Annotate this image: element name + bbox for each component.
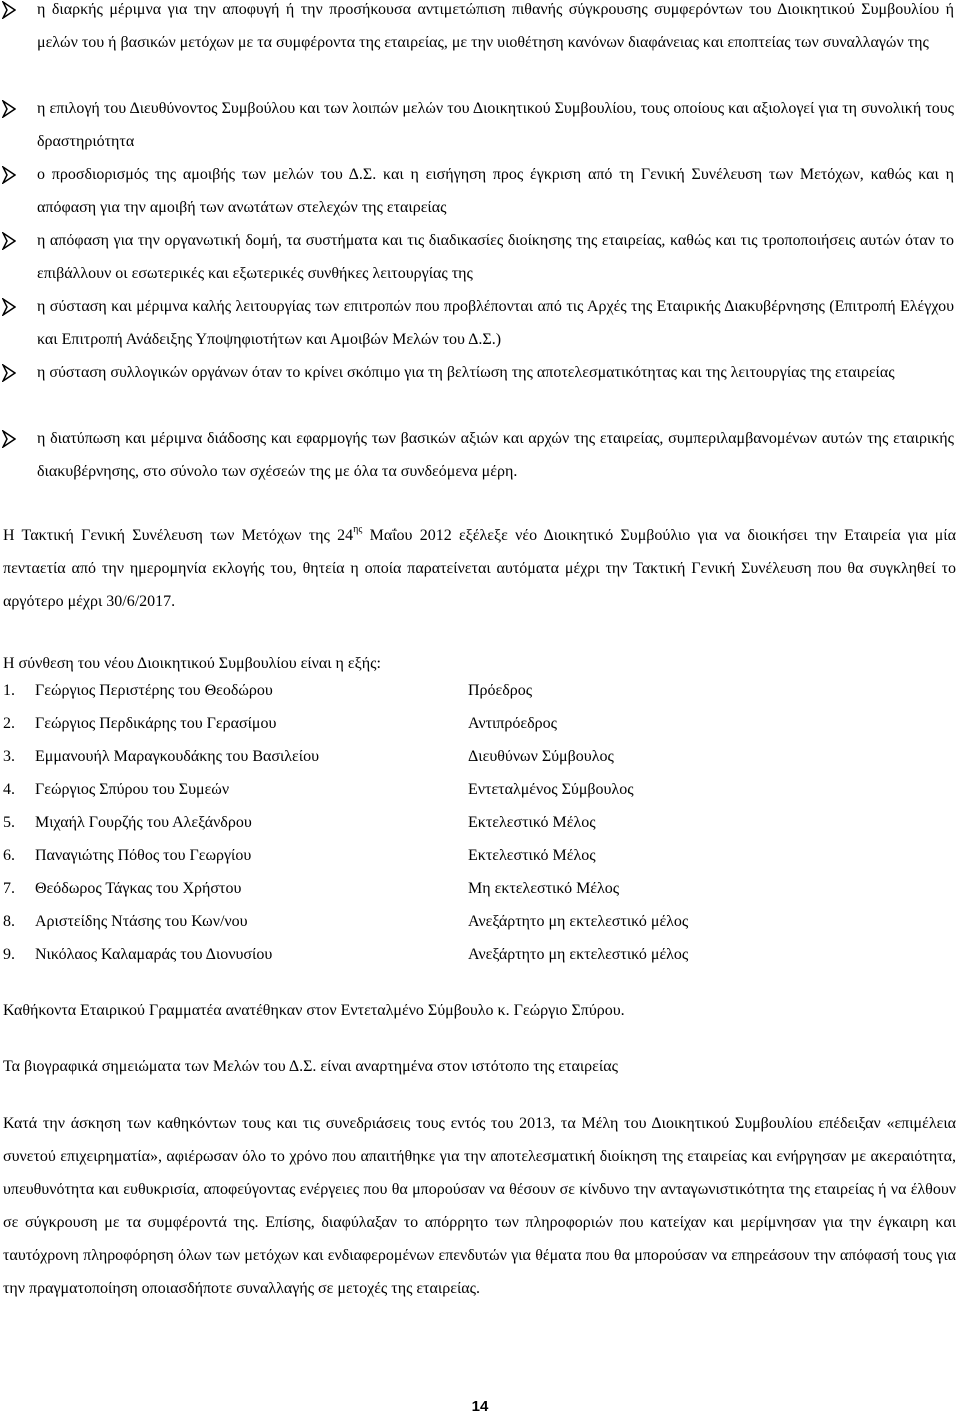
- member-number: 9.: [3, 946, 15, 963]
- board-member-row: [3, 746, 703, 779]
- member-role: Αντιπρόεδρος: [468, 715, 557, 732]
- member-number: 1.: [3, 682, 15, 699]
- member-role: Εντεταλμένος Σύμβουλος: [468, 781, 634, 798]
- member-name: Εμμανουήλ Μαραγκουδάκης του Βασιλείου: [35, 748, 319, 765]
- board-member-row: [3, 812, 703, 845]
- arrow-bullet-icon: [2, 100, 16, 118]
- bios-paragraph: Τα βιογραφικά σημειώματα των Μελών του Δ.Σ. είναι αναρτημένα στον ιστότοπο της εταιρείας: [3, 1058, 618, 1075]
- bullet-text: ο προσδιορισμός της αμοιβής των μελών του Δ.Σ. και η εισήγηση προς έγκριση από τη Γενική Συνέλευση των Μετόχων, καθώς και η απόφαση για την αμοιβή των ανωτάτων στελεχών της εταιρείας: [37, 166, 954, 216]
- member-role: Εκτελεστικό Μέλος: [468, 814, 596, 831]
- secretary-paragraph: Καθήκοντα Εταιρικού Γραμματέα ανατέθηκαν στον Εντεταλμένο Σύμβουλο κ. Γεώργιο Σπύρου.: [3, 1002, 625, 1019]
- bullet-text: η σύσταση και μέριμνα καλής λειτουργίας των επιτροπών που προβλέπονται από τις Αρχές της Εταιρικής Διακυβέρνησης (Επιτροπή Ελέγχου και Επιτροπή Ανάδειξης Υποψηφιοτήτων και Αμοιβών Μελών του Δ.Σ.): [37, 298, 954, 348]
- bullet-text: η επιλογή του Διευθύνοντος Συμβούλου και των λοιπών μελών του Διοικητικού Συμβουλίου, τους οποίους και αξιολογεί για τη συνολική τους δραστηριότητα: [37, 100, 954, 150]
- board-member-list: [3, 680, 703, 977]
- member-number: 8.: [3, 913, 15, 930]
- ordinal-superscript: ης: [353, 524, 363, 535]
- bullet-text: η διατύπωση και μέριμνα διάδοσης και εφαρμογής των βασικών αξιών και αρχών της εταιρείας, συμπεριλαμβανομένων αυτών της εταιρικής διακυβέρνησης, στο σύνολο των σχέσεών της με όλα τα συνδεόμενα μέρη.: [37, 430, 954, 480]
- board-member-row: [3, 680, 703, 713]
- member-name: Παναγιώτης Πόθος του Γεωργίου: [35, 847, 252, 864]
- board-member-row: [3, 713, 703, 746]
- election-text-after: Μαΐου 2012 εξέλεξε νέο Διοικητικό Συμβούλιο για να διοικήσει την Εταιρεία για μία πενταετία από την ημερομηνία εκλογής του, θητεία η οποία παρατείνεται αυτόματα μέχρι την Τακτική Γενική Συνέλευση που θα συγκληθεί το αργότερο μέχρι 30/6/2017.: [3, 527, 956, 610]
- member-name: Θεόδωρος Τάγκας του Χρήστου: [35, 880, 242, 897]
- bullet-item: [0, 363, 954, 405]
- member-number: 5.: [3, 814, 15, 831]
- arrow-bullet-icon: [2, 364, 16, 382]
- board-member-row: [3, 911, 703, 944]
- board-member-row: [3, 944, 703, 977]
- bullet-item: [0, 429, 954, 504]
- member-role: Ανεξάρτητο μη εκτελεστικό μέλος: [468, 913, 689, 930]
- member-name: Γεώργιος Περδικάρης του Γερασίμου: [35, 715, 277, 732]
- member-number: 4.: [3, 781, 15, 798]
- member-role: Μη εκτελεστικό Μέλος: [468, 880, 620, 897]
- member-name: Γεώργιος Περιστέρης του Θεοδώρου: [35, 682, 273, 699]
- arrow-bullet-icon: [2, 298, 16, 316]
- member-name: Αριστείδης Ντάσης του Κων/νου: [35, 913, 248, 930]
- member-role: Πρόεδρος: [468, 682, 533, 699]
- board-member-row: [3, 845, 703, 878]
- member-role: Εκτελεστικό Μέλος: [468, 847, 596, 864]
- member-role: Ανεξάρτητο μη εκτελεστικό μέλος: [468, 946, 689, 963]
- arrow-bullet-icon: [2, 430, 16, 448]
- bullet-text: η σύσταση συλλογικών οργάνων όταν το κρίνει σκόπιμο για τη βελτίωση της αποτελεσματικότητας και της λειτουργίας της εταιρείας: [37, 364, 895, 381]
- bullet-text: η διαρκής μέριμνα για την αποφυγή ή την προσήκουσα αντιμετώπιση πιθανής σύγκρουσης συμφερόντων του Διοικητικού Συμβουλίου ή μελών του ή βασικών μετόχων με τα συμφέροντα της εταιρείας, με την υιοθέτηση κανόνων διαφάνειας και εποπτείας των συναλλαγών της: [37, 1, 954, 51]
- board-member-row: [3, 779, 703, 812]
- member-name: Γεώργιος Σπύρου του Συμεών: [35, 781, 230, 798]
- board-member-row: [3, 878, 703, 911]
- bullet-item: [0, 0, 954, 75]
- bullet-text: η απόφαση για την οργανωτική δομή, τα συστήματα και τις διαδικασίες διοίκησης της εταιρείας, καθώς και τις τροποποιήσεις αυτών όταν το επιβάλλουν οι εσωτερικές και εξωτερικές συνθήκες λειτουργίας της: [37, 232, 954, 282]
- member-name: Μιχαήλ Γουρζής του Αλεξάνδρου: [35, 814, 252, 831]
- member-number: 2.: [3, 715, 15, 732]
- arrow-bullet-icon: [2, 166, 16, 184]
- member-number: 6.: [3, 847, 15, 864]
- page-number: 14: [471, 1398, 489, 1415]
- member-role: Διευθύνων Σύμβουλος: [468, 748, 614, 765]
- member-name: Νικόλαος Καλαμαράς του Διονυσίου: [35, 946, 273, 963]
- election-paragraph: [3, 519, 956, 618]
- member-number: 3.: [3, 748, 15, 765]
- arrow-bullet-icon: [2, 1, 16, 19]
- arrow-bullet-icon: [2, 232, 16, 250]
- composition-intro: Η σύνθεση του νέου Διοικητικού Συμβουλίου είναι η εξής:: [3, 655, 381, 672]
- election-text-before: Η Τακτική Γενική Συνέλευση των Μετόχων της 24: [3, 527, 354, 544]
- diligence-paragraph: Κατά την άσκηση των καθηκόντων τους και τις συνεδριάσεις τους εντός του 2013, τα Μέλη του Διοικητικού Συμβουλίου επέδειξαν «επιμέλεια συνετού επιχειρηματία», αφιέρωσαν όλο το χρόνο που απαιτήθηκε για την αποτελεσματική διοίκηση της εταιρείας και ενήργησαν με ακεραιότητα, υπευθυνότητα και ευθυκρισία, αποφεύγοντας ενέργειες που θα μπορούσαν να θέσουν σε κίνδυνο την ανταγωνιστικότητα της εταιρείας ή να έλθουν σε σύγκρουση με τα συμφέροντά της. Επίσης, διαφύλαξαν το απόρρητο των πληροφοριών που κατείχαν και μερίμνησαν για την έγκαιρη και ταυτόχρονη πληροφόρηση όλων των μετόχων και ενδιαφερομένων επενδυτών για θέματα που θα μπορούσαν να επηρεάσουν την απόφασή τους για την πραγματοποίηση οποιασδήποτε συναλλαγής σε μετοχές της εταιρείας.: [3, 1115, 956, 1297]
- member-number: 7.: [3, 880, 15, 897]
